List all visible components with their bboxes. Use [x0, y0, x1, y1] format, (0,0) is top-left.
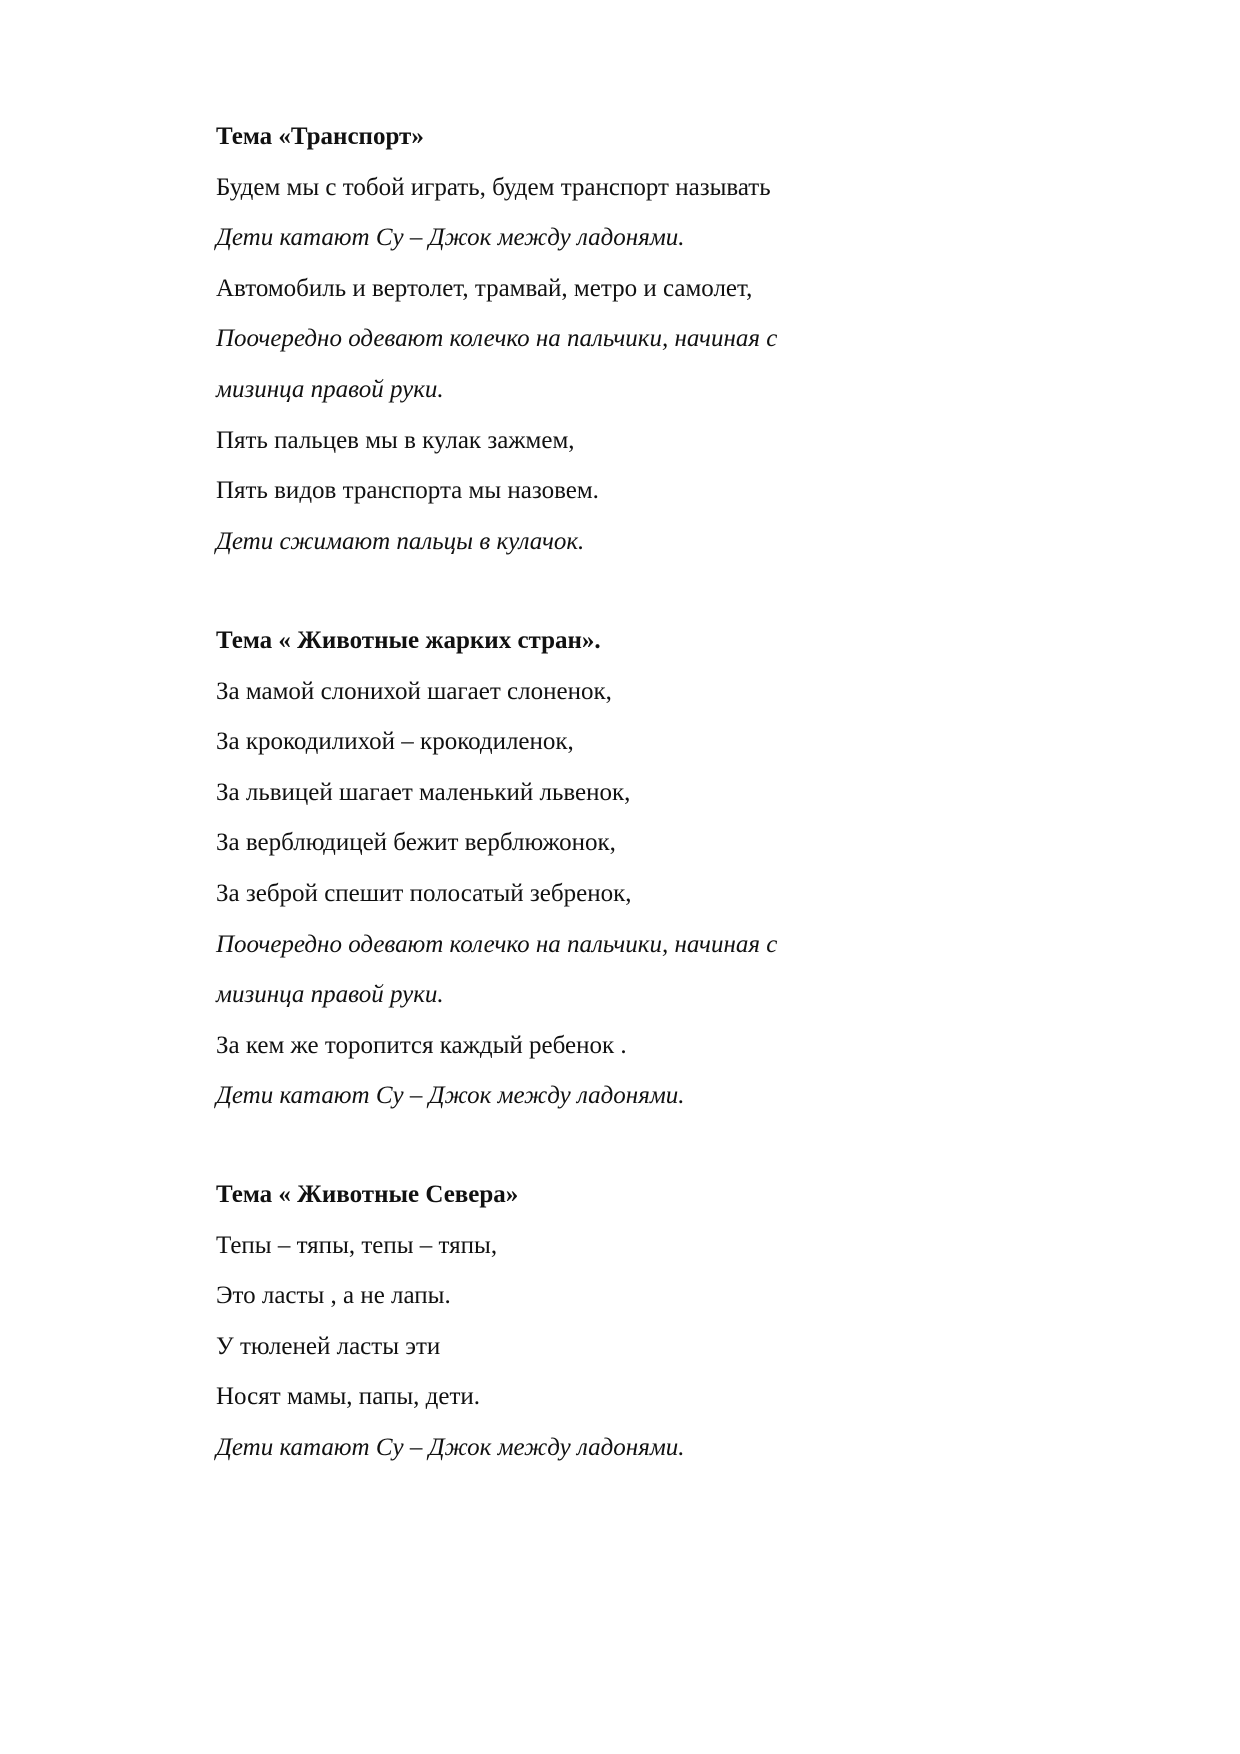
section-transport	[216, 112, 1116, 567]
instruction-line: мизинца правой руки.	[216, 375, 444, 403]
section-hot-countries-animals	[216, 616, 1116, 1122]
verse-line: За крокодилихой – крокодиленок,	[216, 728, 574, 756]
verse-line: За кем же торопится каждый ребенок .	[216, 1031, 627, 1059]
instruction-line: Дети катают Су – Джок между ладонями.	[216, 1082, 685, 1110]
verse-line: Автомобиль и вертолет, трамвай, метро и самолет,	[216, 274, 753, 302]
verse-line: Это ласты , а не лапы.	[216, 1282, 451, 1310]
verse-line: За верблюдицей бежит верблюжонок,	[216, 829, 616, 857]
section-title: Тема « Животные Севера»	[216, 1181, 519, 1208]
verse-line: Тепы – тяпы, тепы – тяпы,	[216, 1231, 498, 1259]
instruction-line: Дети катают Су – Джок между ладонями.	[216, 1433, 685, 1461]
verse-line: За зеброй спешит полосатый зебренок,	[216, 879, 632, 907]
instruction-line: Поочередно одевают колечко на пальчики, начиная с	[216, 930, 778, 958]
instruction-line: мизинца правой руки.	[216, 981, 444, 1009]
verse-line: За мамой слонихой шагает слоненок,	[216, 677, 612, 705]
instruction-line: Дети сжимают пальцы в кулачок.	[216, 527, 585, 555]
verse-line: Пять видов транспорта мы назовем.	[216, 477, 599, 505]
section-title: Тема « Животные жарких стран».	[216, 627, 601, 654]
instruction-line: Поочередно одевают колечко на пальчики, начиная с	[216, 325, 778, 353]
instruction-line: Дети катают Су – Джок между ладонями.	[216, 224, 685, 252]
section-north-animals	[216, 1170, 1116, 1474]
section-title: Тема «Транспорт»	[216, 123, 424, 150]
verse-line: Будем мы с тобой играть, будем транспорт называть	[216, 173, 771, 201]
verse-line: За львицей шагает маленький львенок,	[216, 778, 631, 806]
verse-line: Пять пальцев мы в кулак зажмем,	[216, 426, 575, 454]
verse-line: У тюленей ласты эти	[216, 1332, 441, 1360]
verse-line: Носят мамы, папы, дети.	[216, 1383, 481, 1411]
